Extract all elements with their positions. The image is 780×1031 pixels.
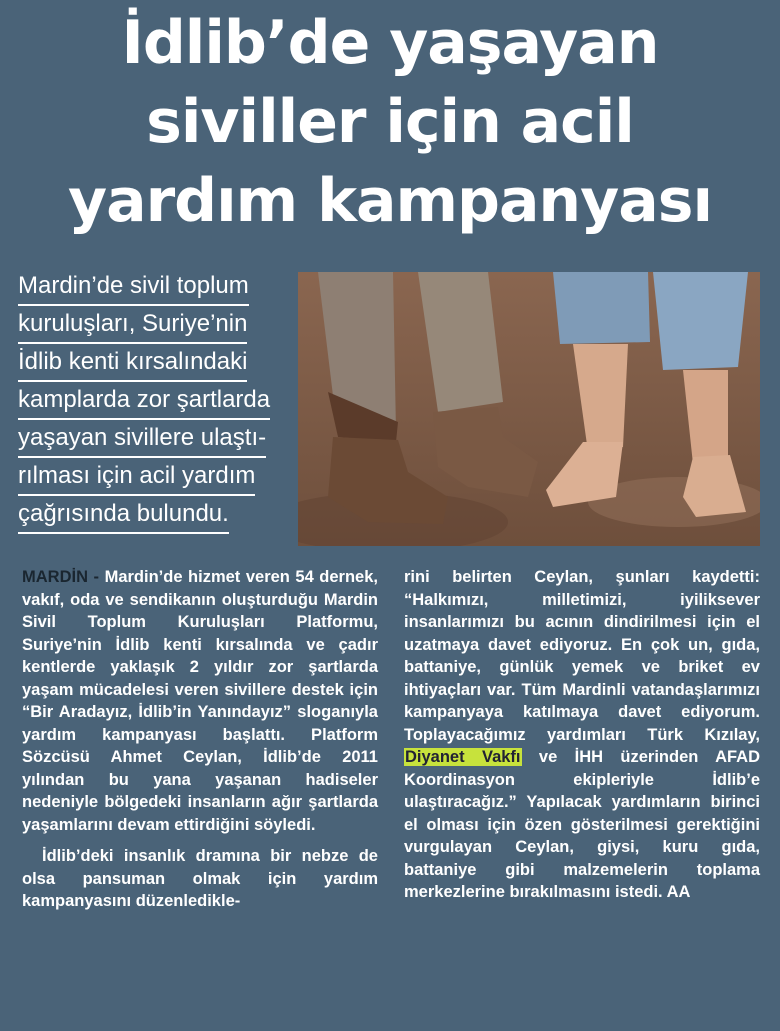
paragraph-text: Mardin’de hizmet veren 54 dernek, vakıf, oda ve sendikanın oluşturduğu Mardin Sivil Toplum Kuruluşları Platformu, Suriye’nin İdlib kenti kırsalında ve çadır kentlerde yaklaşık 2 yıldır zor şartlarda yaşam mücadelesi veren sivillere destek için “Bir Aradayız, İdlib’in Yanındayız” sloganıyla yardım kampanyası başlattı. Platform Sözcüsü Ahmet Ceylan, İdlib’de 2011 yılından bu yana yaşanan hadiseler nedeniyle bölgedeki insanların ağır şartlarda yaşamlarını devam ettirdiğini söyledi. — [22, 568, 378, 834]
headline-line-1: İdlib’de yaşayan — [121, 8, 659, 78]
deck-line: yaşayan sivillere ulaştı- — [18, 420, 266, 458]
deck-summary — [18, 268, 290, 534]
headline-line-3: yardım kampanyası — [67, 166, 713, 236]
article-paragraph — [404, 566, 760, 904]
dateline: MARDİN - — [22, 568, 100, 586]
news-photo — [298, 272, 760, 546]
article-paragraph: İdlib’deki insanlık dramına bir nebze de olsa pansuman olmak için yardım kampanyasını düzenledikle- — [22, 847, 378, 910]
deck-line: rılması için acil yardım — [18, 458, 255, 496]
deck-line: kamplarda zor şartlarda — [18, 382, 270, 420]
headline — [0, 4, 780, 241]
highlighted-text: Diyanet Vakfı — [405, 748, 521, 766]
article-column-1 — [22, 566, 378, 913]
article-paragraph — [22, 566, 378, 836]
deck-line: kuruluşları, Suriye’nin — [18, 306, 247, 344]
deck-line: çağrısında bulundu. — [18, 496, 229, 534]
paragraph-text: ve İHH üzerinden AFAD Koordinasyon ekipleriyle İdlib’e ulaştıracağız.” Yapılacak yardımların birinci el olması için özen gösterilmesi gerektiğini vurgulayan Ceylan, giysi, kuru gıda, battaniye gibi malzemelerin toplama merkezlerine bırakılmasını istedi. AA — [404, 748, 760, 901]
paragraph-text: rini belirten Ceylan, şunları kaydetti: “Halkımızı, milletimizi, iyiliksever insanlarımızı bu acının dindirilmesi için el uzatmaya davet ediyoruz. En çok un, gıda, battaniye, günlük yemek ve briket ev ihtiyaçları var. Tüm Mardinli vatandaşlarımızı kampanyaya katılmaya davet ediyorum. Toplayacağımız yardımları Türk Kızılay, — [404, 568, 760, 744]
deck-line: İdlib kenti kırsalındaki — [18, 344, 247, 382]
deck-line: Mardin’de sivil toplum — [18, 268, 249, 306]
article-column-2 — [404, 566, 760, 904]
photo-muddy-feet-icon — [298, 272, 760, 546]
headline-line-2: siviller için acil — [146, 87, 634, 157]
